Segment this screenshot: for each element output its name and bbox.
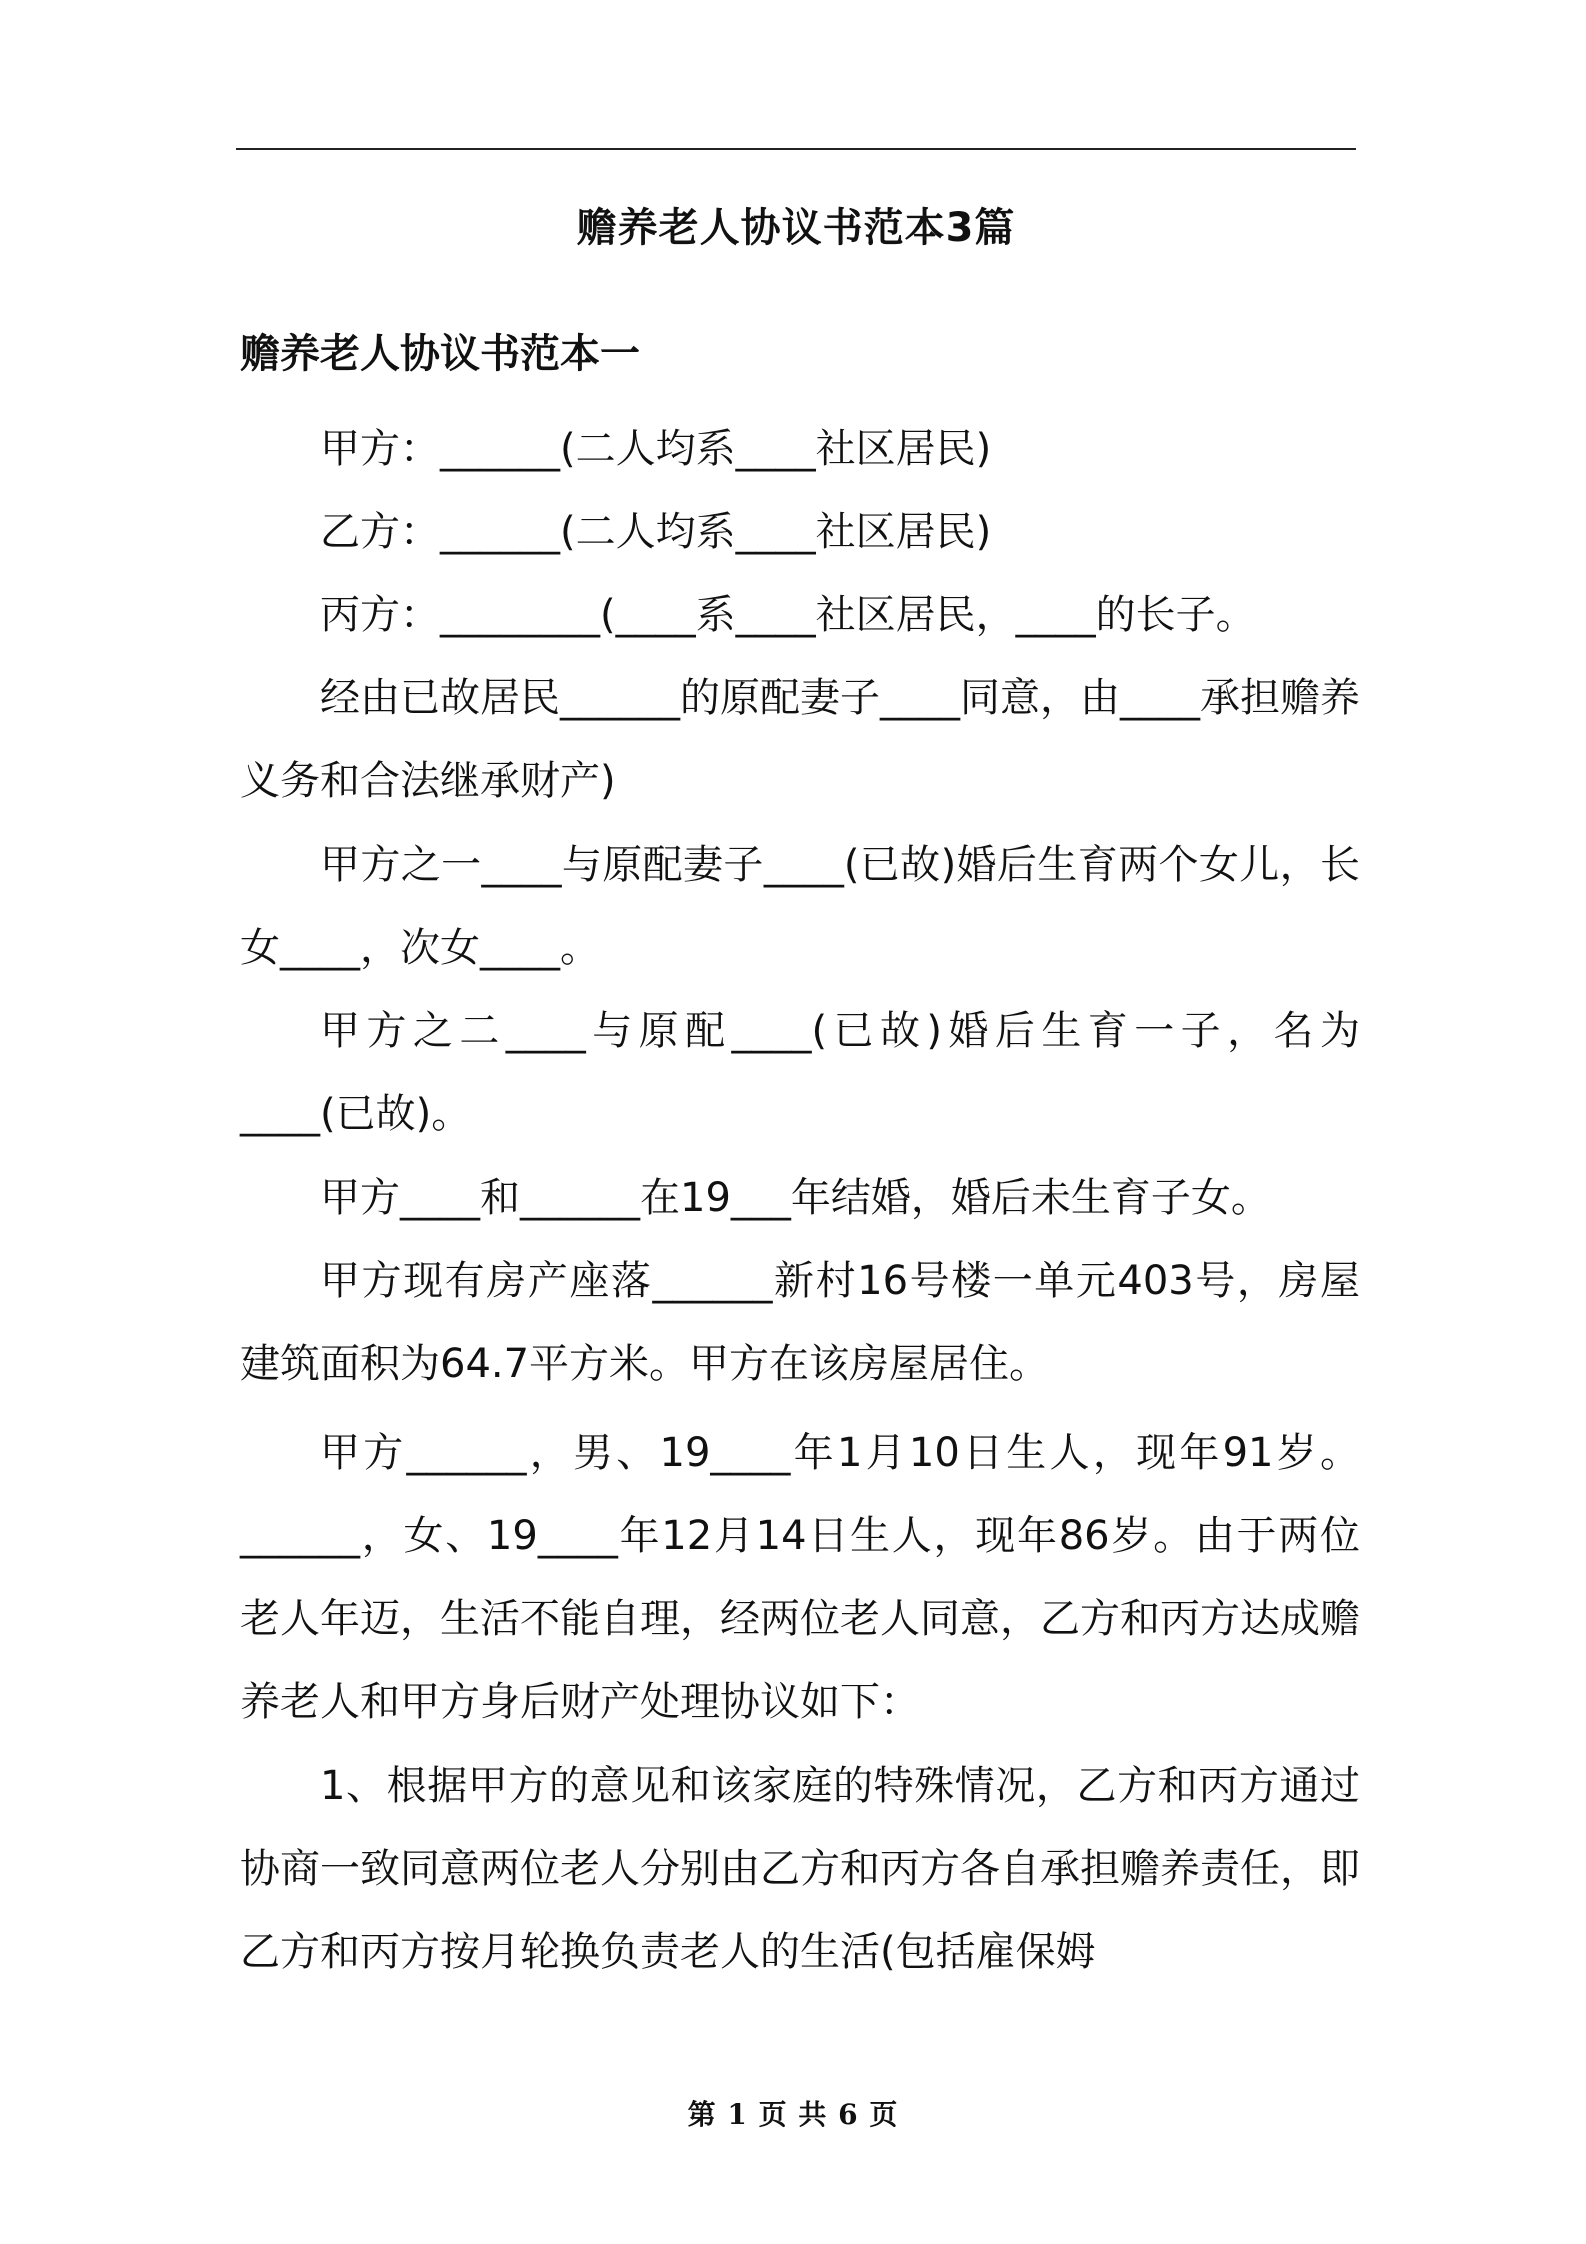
- paragraph-party-a-one: 甲方之一____与原配妻子____(已故)婚后生育两个女儿，长女____，次女____。: [240, 842, 1360, 971]
- paragraph-marriage: 甲方____和______在19___年结婚，婚后未生育子女。: [320, 1175, 1271, 1221]
- paragraph-consent: 经由已故居民______的原配妻子____同意，由____承担赡养义务和合法继承财产): [240, 675, 1360, 804]
- paragraph-party-b: 乙方：______(二人均系____社区居民): [320, 509, 992, 555]
- page-number-footer: 第 1 页 共 6 页: [687, 2098, 899, 2131]
- document-title: 赡养老人协议书范本3篇: [576, 205, 1016, 251]
- paragraph-elders: 甲方______，男、19____年1月10日生人，现年91岁。______，女、19____年12月14日生人，现年86岁。由于两位老人年迈，生活不能自理，经两位老人同意，乙方和丙方达成赡养老人和甲方身后财产处理协议如下：: [240, 1430, 1360, 1725]
- paragraph-party-a-two: 甲方之二____与原配____(已故)婚后生育一子，名为____(已故)。: [240, 1008, 1360, 1137]
- paragraph-party-c: 丙方：________(____系____社区居民，____的长子。: [320, 592, 1256, 638]
- paragraph-property: 甲方现有房产座落______新村16号楼一单元403号，房屋建筑面积为64.7平方米。甲方在该房屋居住。: [240, 1258, 1360, 1387]
- header-rule: [236, 148, 1356, 150]
- paragraph-party-a: 甲方：______(二人均系____社区居民): [320, 426, 992, 472]
- paragraph-clause-1: 1、根据甲方的意见和该家庭的特殊情况，乙方和丙方通过协商一致同意两位老人分别由乙方和丙方各自承担赡养责任，即乙方和丙方按月轮换负责老人的生活(包括雇保姆: [240, 1763, 1360, 1975]
- section-heading: 赡养老人协议书范本一: [240, 331, 640, 377]
